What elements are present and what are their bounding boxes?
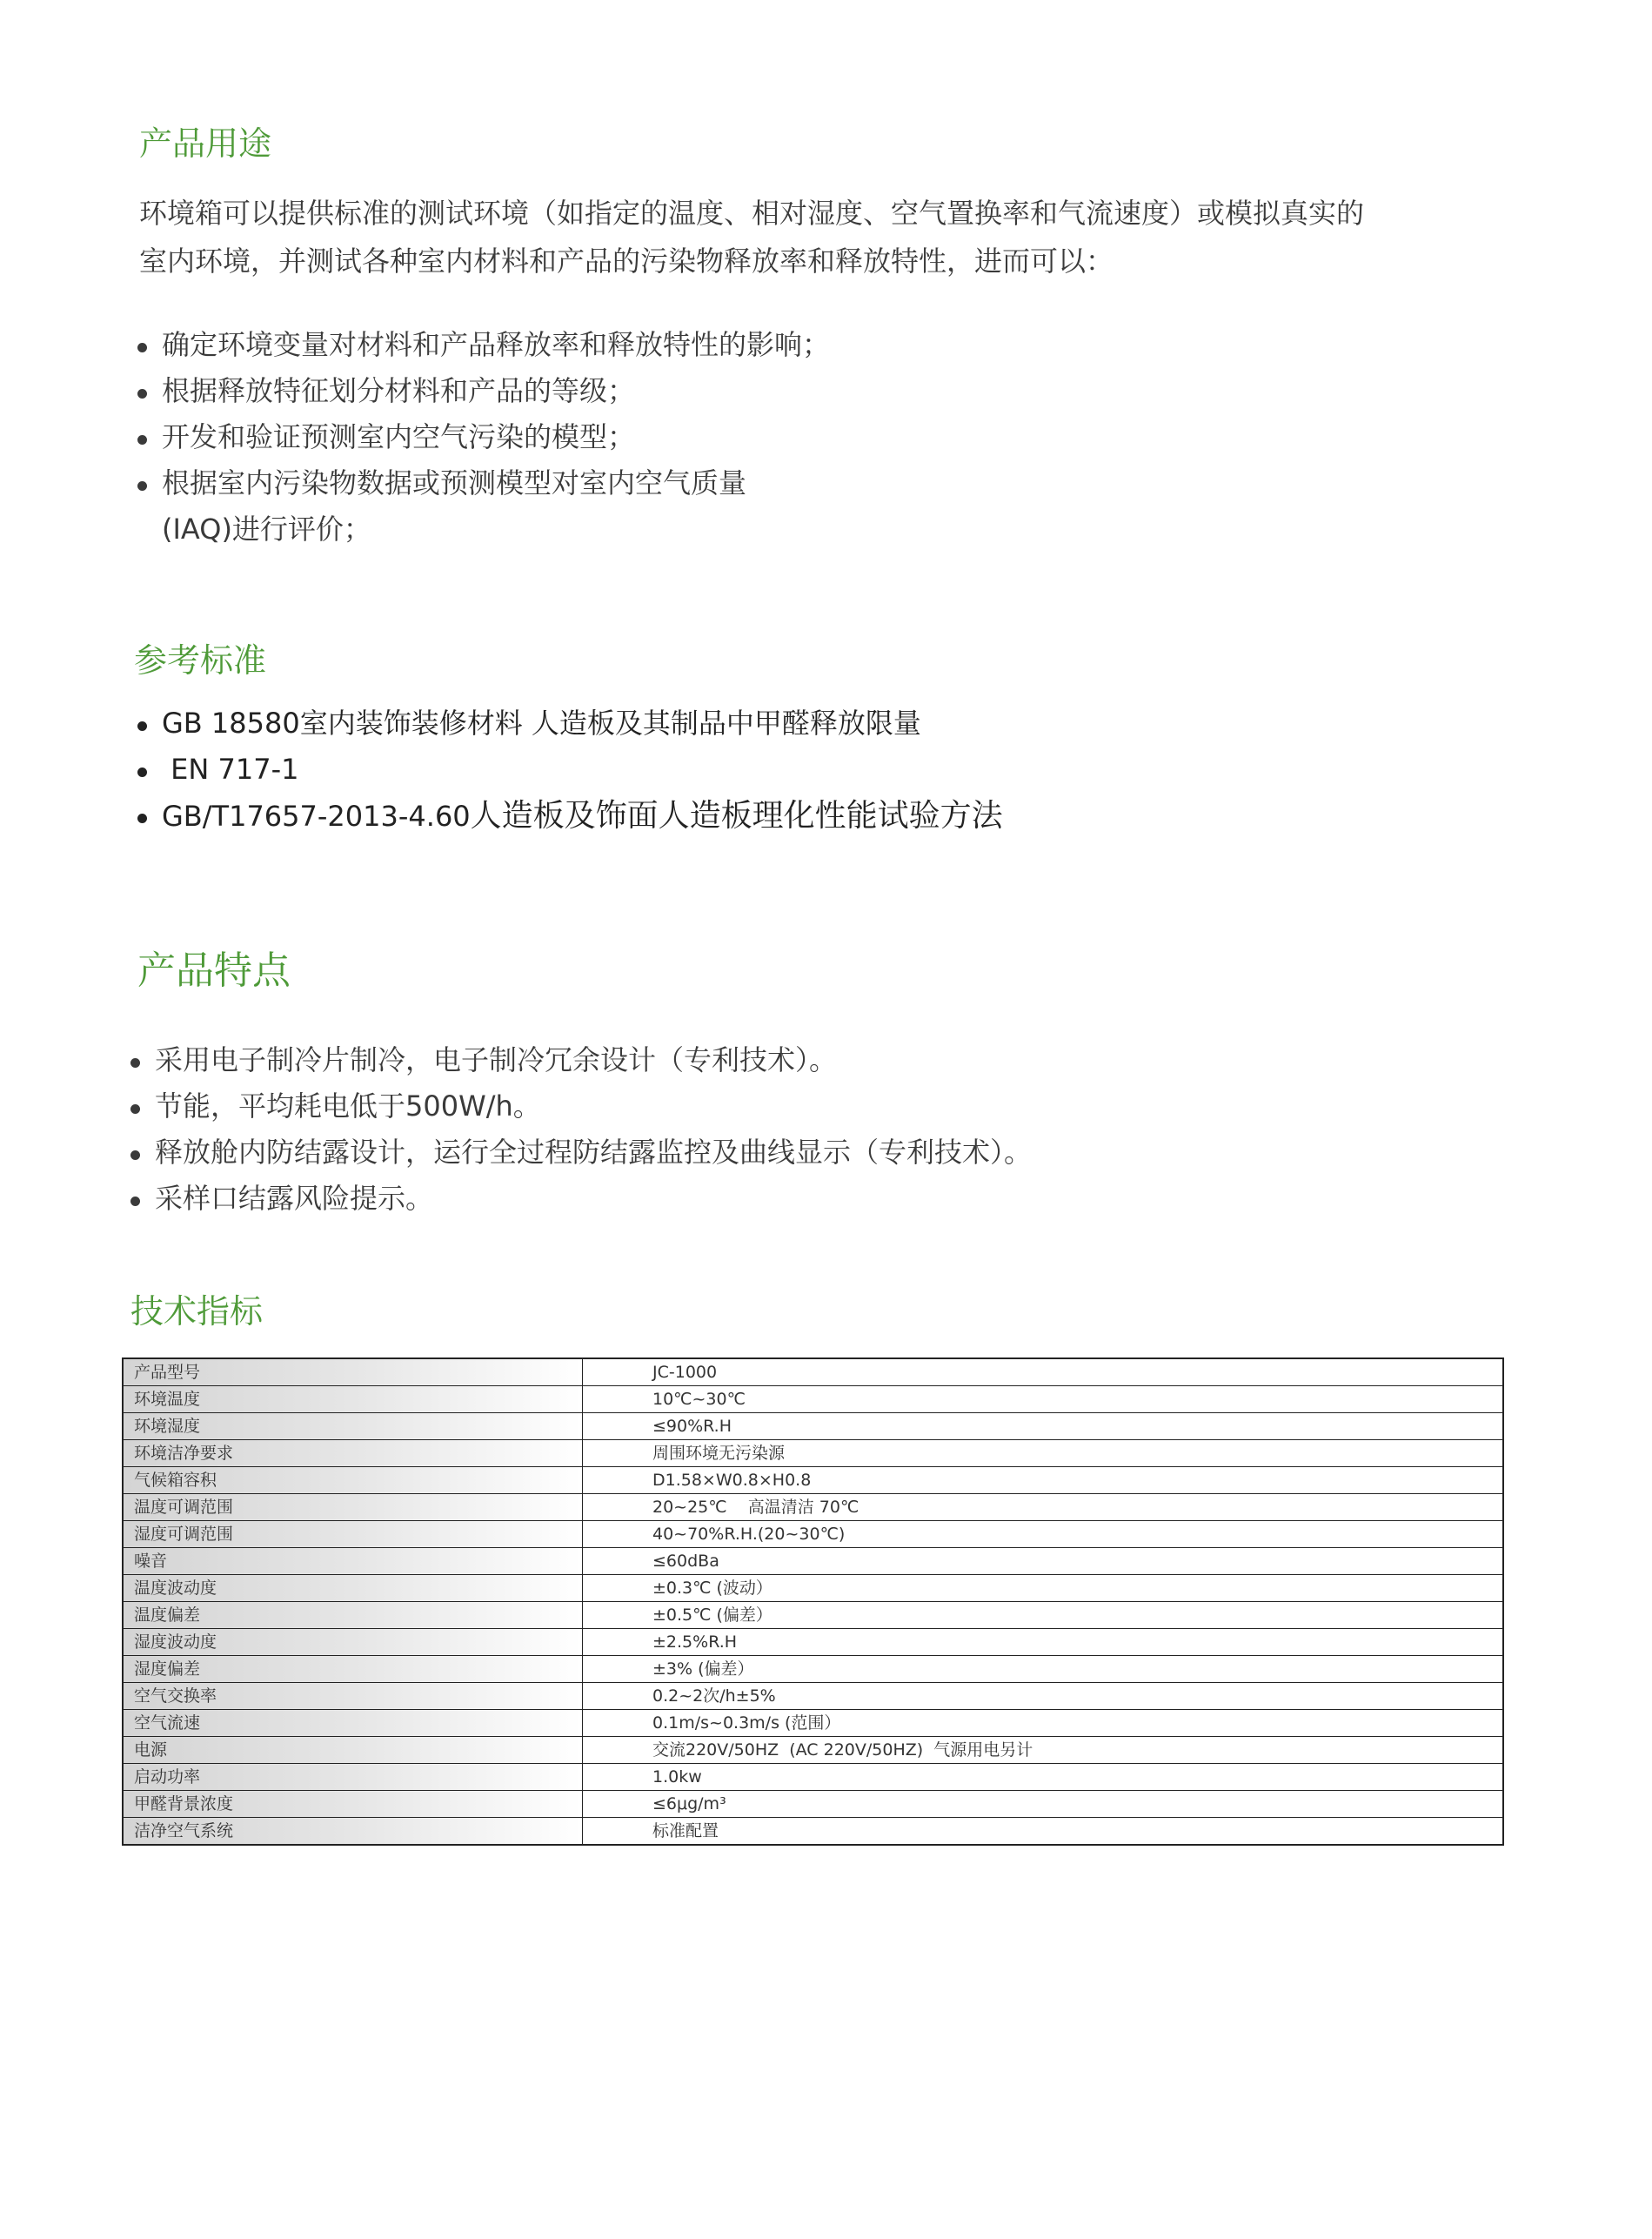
spec-value-cell: ±2.5%R.H [583, 1629, 1504, 1656]
list-item: 采用电子制冷片制冷，电子制冷冗余设计（专利技术）。 [130, 1037, 1032, 1083]
table-row [123, 1683, 1503, 1710]
table-row [123, 1737, 1503, 1764]
spec-value-cell: ±3% (偏差） [583, 1656, 1504, 1683]
spec-label-cell: 洁净空气系统 [123, 1818, 583, 1846]
features-list [130, 1037, 1032, 1222]
spec-label-cell: 环境洁净要求 [123, 1440, 583, 1467]
table-row [123, 1413, 1503, 1440]
list-item-line1: 根据室内污染物数据或预测模型对室内空气质量 [162, 466, 747, 499]
table-row [123, 1467, 1503, 1494]
spec-label-cell: 温度波动度 [123, 1575, 583, 1602]
uses-intro-line2: 室内环境，并测试各种室内材料和产品的污染物释放率和释放特性，进而可以： [139, 245, 1114, 278]
table-row [123, 1656, 1503, 1683]
table-row [123, 1602, 1503, 1629]
list-item: EN 717-1 [137, 747, 1003, 793]
table-row [123, 1818, 1503, 1846]
list-item: 根据释放特征划分材料和产品的等级； [137, 368, 830, 414]
list-item: 采样口结露风险提示。 [130, 1176, 1032, 1222]
list-item: 确定环境变量对材料和产品释放率和释放特性的影响； [137, 322, 830, 368]
uses-list [137, 322, 830, 553]
list-item: GB 18580室内装饰装修材料 人造板及其制品中甲醛释放限量 [137, 701, 1003, 747]
standard-code: GB/T17657-2013-4.60 [162, 800, 471, 833]
table-row [123, 1710, 1503, 1737]
standards-list [137, 701, 1003, 840]
uses-intro [139, 190, 1496, 285]
spec-value-cell: 标准配置 [583, 1818, 1504, 1846]
spec-value-cell: 交流220V/50HZ (AC 220V/50HZ) 气源用电另计 [583, 1737, 1504, 1764]
spec-value-cell: JC-1000 [583, 1358, 1504, 1386]
spec-label-cell: 环境温度 [123, 1386, 583, 1413]
section-title-specs: 技术指标 [130, 1292, 264, 1331]
spec-label-cell: 甲醛背景浓度 [123, 1791, 583, 1818]
spec-label-cell: 启动功率 [123, 1764, 583, 1791]
table-row [123, 1386, 1503, 1413]
list-item [137, 460, 830, 553]
list-item: 节能，平均耗电低于500W/h。 [130, 1083, 1032, 1130]
section-title-uses: 产品用途 [139, 124, 272, 163]
spec-value-cell: 0.2~2次/h±5% [583, 1683, 1504, 1710]
spec-value-cell: ±0.5℃ (偏差） [583, 1602, 1504, 1629]
section-title-standards: 参考标准 [134, 641, 267, 680]
spec-label-cell: 电源 [123, 1737, 583, 1764]
spec-table-body [123, 1358, 1503, 1845]
spec-value-cell: 40~70%R.H.(20~30℃) [583, 1521, 1504, 1548]
table-row [123, 1575, 1503, 1602]
table-row [123, 1521, 1503, 1548]
spec-label-cell: 产品型号 [123, 1358, 583, 1386]
list-item-line2: (IAQ)进行评价； [162, 513, 371, 546]
section-title-features: 产品特点 [137, 949, 291, 993]
spec-value-cell: 周围环境无污染源 [583, 1440, 1504, 1467]
spec-label-cell: 温度偏差 [123, 1602, 583, 1629]
table-row [123, 1548, 1503, 1575]
spec-label-cell: 湿度波动度 [123, 1629, 583, 1656]
spec-label-cell: 湿度偏差 [123, 1656, 583, 1683]
spec-label-cell: 环境湿度 [123, 1413, 583, 1440]
spec-value-cell: 20~25℃ 高温清洁 70℃ [583, 1494, 1504, 1521]
spec-value-cell: ≤6μg/m³ [583, 1791, 1504, 1818]
spec-value-cell: ≤90%R.H [583, 1413, 1504, 1440]
spec-value-cell: 0.1m/s~0.3m/s (范围） [583, 1710, 1504, 1737]
spec-label-cell: 气候箱容积 [123, 1467, 583, 1494]
spec-label-cell: 温度可调范围 [123, 1494, 583, 1521]
spec-value-cell: 1.0kw [583, 1764, 1504, 1791]
spec-label-cell: 空气流速 [123, 1710, 583, 1737]
table-row [123, 1358, 1503, 1386]
standard-name: 人造板及饰面人造板理化性能试验方法 [470, 798, 1003, 834]
table-row [123, 1764, 1503, 1791]
table-row [123, 1440, 1503, 1467]
table-row [123, 1791, 1503, 1818]
list-item [137, 793, 1003, 840]
spec-label-cell: 湿度可调范围 [123, 1521, 583, 1548]
spec-label-cell: 空气交换率 [123, 1683, 583, 1710]
table-row [123, 1494, 1503, 1521]
spec-value-cell: ≤60dBa [583, 1548, 1504, 1575]
uses-intro-line1: 环境箱可以提供标准的测试环境（如指定的温度、相对湿度、空气置换率和气流速度）或模拟真实的 [139, 197, 1365, 230]
spec-label-cell: 噪音 [123, 1548, 583, 1575]
spec-value-cell: ±0.3℃ (波动） [583, 1575, 1504, 1602]
spec-value-cell: D1.58×W0.8×H0.8 [583, 1467, 1504, 1494]
table-row [123, 1629, 1503, 1656]
list-item: 释放舱内防结露设计，运行全过程防结露监控及曲线显示（专利技术）。 [130, 1130, 1032, 1176]
spec-value-cell: 10℃~30℃ [583, 1386, 1504, 1413]
list-item: 开发和验证预测室内空气污染的模型； [137, 414, 830, 460]
spec-table [122, 1357, 1504, 1846]
